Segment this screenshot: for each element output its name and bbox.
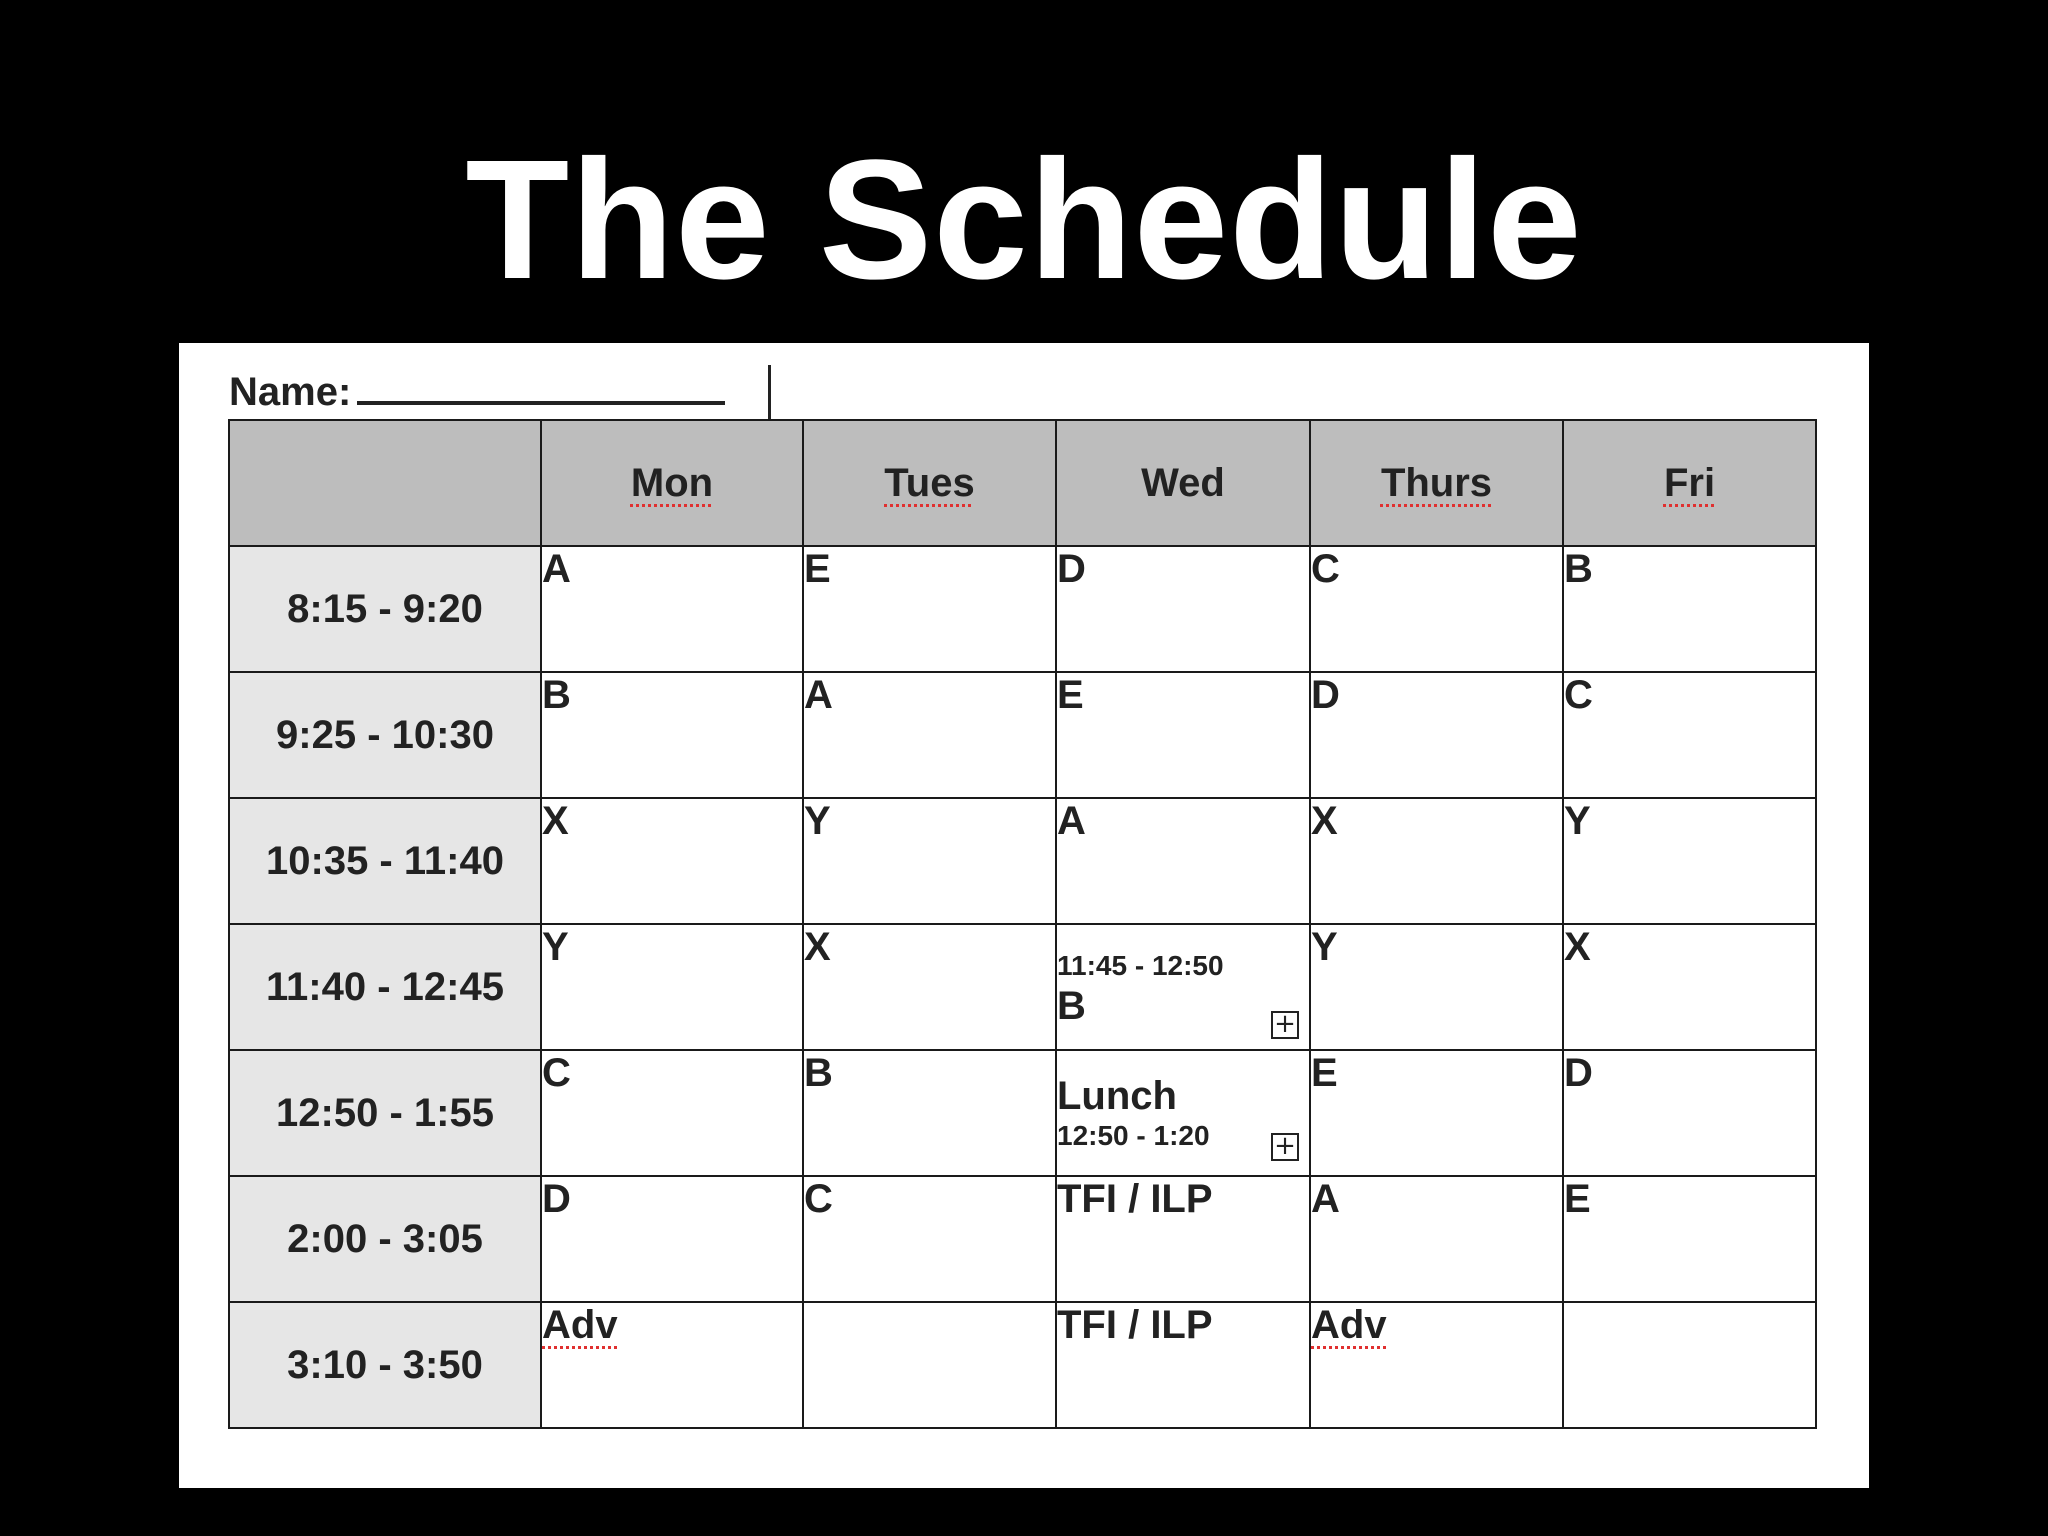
header-wed: Wed [1056, 420, 1310, 546]
block-cell: E [1310, 1050, 1563, 1176]
time-slot: 12:50 - 1:55 [229, 1050, 541, 1176]
text-cursor [768, 365, 771, 419]
block-cell: A [1056, 798, 1310, 924]
wed-block-label: B [1057, 984, 1086, 1028]
time-slot: 2:00 - 3:05 [229, 1176, 541, 1302]
header-mon: Mon [541, 420, 803, 546]
block-cell: Y [1563, 798, 1816, 924]
block-cell: E [1563, 1176, 1816, 1302]
schedule-document [179, 343, 1869, 1488]
block-cell: D [1563, 1050, 1816, 1176]
block-cell: TFI / ILP [1056, 1176, 1310, 1302]
block-cell: X [1563, 924, 1816, 1050]
time-slot: 11:40 - 12:45 [229, 924, 541, 1050]
block-cell: X [541, 798, 803, 924]
block-cell: D [1056, 546, 1310, 672]
name-label: Name: [229, 370, 352, 414]
block-cell: A [1310, 1176, 1563, 1302]
wed-time-note: 11:45 - 12:50 [1057, 950, 1224, 981]
block-cell: E [803, 546, 1056, 672]
table-row [229, 1302, 1816, 1428]
block-cell: Y [541, 924, 803, 1050]
block-cell: C [1563, 672, 1816, 798]
name-field [229, 365, 725, 417]
block-cell: TFI / ILP [1056, 1302, 1310, 1428]
schedule-table [228, 419, 1817, 1429]
block-cell [541, 1302, 803, 1428]
table-row [229, 1050, 1816, 1176]
block-cell [803, 1302, 1056, 1428]
plus-box-icon[interactable]: + [1271, 1133, 1299, 1161]
advisory-label: Adv [542, 1303, 618, 1347]
name-blank-line [357, 365, 725, 405]
table-row [229, 546, 1816, 672]
block-cell: B [541, 672, 803, 798]
wed-lunch-label: Lunch [1057, 1074, 1177, 1118]
block-cell-wed-special [1056, 924, 1310, 1050]
slide-title: The Schedule [465, 125, 1583, 315]
header-tues: Tues [803, 420, 1056, 546]
table-row [229, 1176, 1816, 1302]
block-cell: C [541, 1050, 803, 1176]
block-cell: C [1310, 546, 1563, 672]
block-cell: Y [803, 798, 1056, 924]
block-cell [1310, 1302, 1563, 1428]
block-cell: A [541, 546, 803, 672]
table-row [229, 672, 1816, 798]
wed-lunch-time: 12:50 - 1:20 [1057, 1120, 1210, 1151]
block-cell: B [803, 1050, 1056, 1176]
time-slot: 10:35 - 11:40 [229, 798, 541, 924]
header-thurs: Thurs [1310, 420, 1563, 546]
advisory-label: Adv [1311, 1303, 1387, 1347]
header-corner [229, 420, 541, 546]
block-cell: C [803, 1176, 1056, 1302]
time-slot: 3:10 - 3:50 [229, 1302, 541, 1428]
table-row [229, 924, 1816, 1050]
block-cell: Y [1310, 924, 1563, 1050]
time-slot: 9:25 - 10:30 [229, 672, 541, 798]
block-cell: E [1056, 672, 1310, 798]
header-row [229, 420, 1816, 546]
time-slot: 8:15 - 9:20 [229, 546, 541, 672]
block-cell: D [541, 1176, 803, 1302]
block-cell [1563, 1302, 1816, 1428]
plus-box-icon[interactable]: + [1271, 1011, 1299, 1039]
block-cell: B [1563, 546, 1816, 672]
block-cell-wed-lunch [1056, 1050, 1310, 1176]
table-row [229, 798, 1816, 924]
block-cell: X [1310, 798, 1563, 924]
block-cell: D [1310, 672, 1563, 798]
block-cell: A [803, 672, 1056, 798]
block-cell: X [803, 924, 1056, 1050]
header-fri: Fri [1563, 420, 1816, 546]
